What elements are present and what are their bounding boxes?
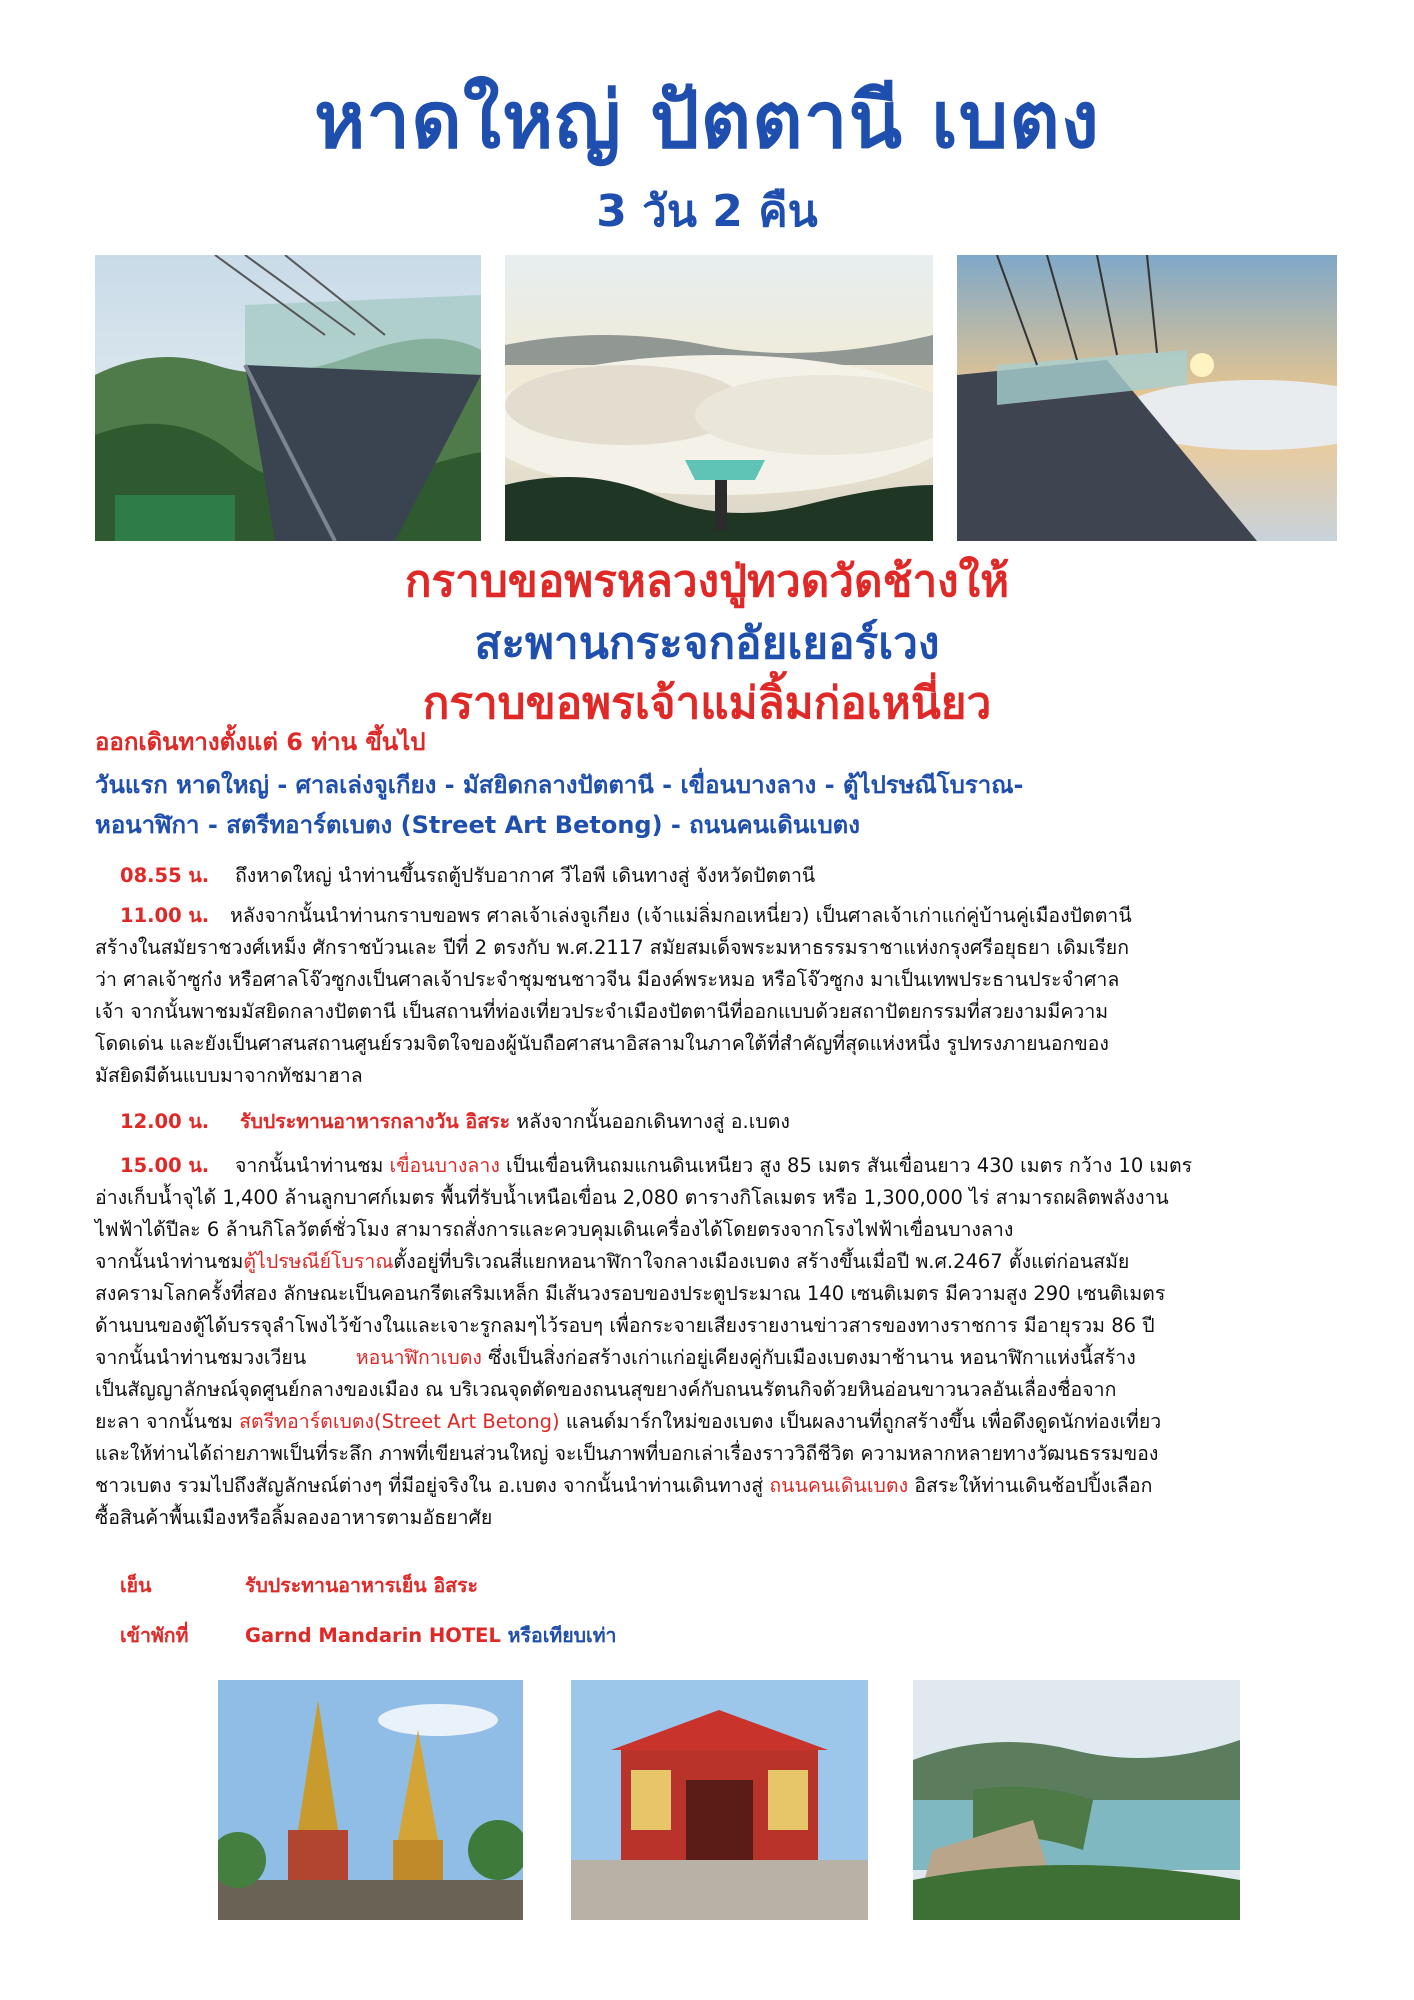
schedule-time: 08.55 น. <box>120 864 210 887</box>
headline-aiyoeweng-skywalk: สะพานกระจกอัยเยอร์เวง <box>474 618 940 669</box>
schedule-time: เย็น <box>120 1574 152 1597</box>
schedule-text: หลังจากนั้นออกเดินทางสู่ อ.เบตง <box>510 1110 790 1133</box>
schedule-text: ตั้งอยู่ที่บริเวณสี่แยกหอนาฬิกาใจกลางเมืองเบตง สร้างขึ้นเมื่อปี พ.ศ.2467 ตั้งแต่ก่อนสมัย <box>393 1250 1130 1273</box>
schedule-text: เป็นสัญญาลักษณ์จุดศูนย์กลางของเมือง ณ บริเวณจุดตัดของถนนสุขยางค์กับถนนรัตนกิจด้วยหินอ่อนขาวนวลอันเลื่องชื่อจาก <box>95 1378 1117 1401</box>
schedule-text: ยะลา จากนั้นชม <box>95 1410 240 1433</box>
schedule-time: 11.00 น. <box>120 904 210 927</box>
schedule-text: ว่า ศาลเจ้าซูก๋ง หรือศาลโจ๊วซูกงเป็นศาลเจ้าประจำชุมชนชาวจีน มีองค์พระหมอ หรือโจ๊วซูกง มาเป็นเทพประธานประจำศาล <box>95 968 1120 991</box>
chinese-shrine-photo <box>571 1680 868 1920</box>
schedule-text: ซึ่งเป็นสิ่งก่อสร้างเก่าแก่อยู่เคียงคู่กับเมืองเบตงมาช้านาน หอนาฬิกาแห่งนี้สร้าง <box>481 1346 1136 1369</box>
schedule-text: จากนั้นนำท่านชม <box>95 1250 244 1273</box>
schedule-text: และให้ท่านได้ถ่ายภาพเป็นที่ระลึก ภาพที่เขียนส่วนใหญ่ จะเป็นภาพที่บอกเล่าเรื่องราววิถีชีวิต ความหลากหลายทางวัฒนธรรมของ <box>95 1442 1159 1465</box>
bang-lang-dam-link: เขื่อนบางลาง <box>389 1154 500 1177</box>
schedule-text: ซื้อสินค้าพื้นเมืองหรือลิ้มลองอาหารตามอัธยาศัย <box>95 1506 493 1529</box>
schedule-text: เป็นเขื่อนหินถมแกนดินเหนียว สูง 85 เมตร สันเขื่อนยาว 430 เมตร กว้าง 10 เมตร <box>499 1154 1193 1177</box>
schedule-text: ด้านบนของตู้ได้บรรจุลำโพงไว้ข้างในและเจาะรูกลมๆไว้รอบๆ เพื่อกระจายเสียงรายงานข่าวสารของทางราชการ มีอายุรวม 86 ปี <box>95 1314 1155 1337</box>
schedule-text: ถึงหาดใหญ่ นำท่านขึ้นรถตู้ปรับอากาศ วีไอพี เดินทางสู่ จังหวัดปัตตานี <box>235 864 816 887</box>
min-pax-note: ออกเดินทางตั้งแต่ 6 ท่าน ขึ้นไป <box>95 728 426 756</box>
schedule-text: จากนั้นนำท่านชม <box>235 1154 390 1177</box>
schedule-text: ชาวเบตง รวมไปถึงสัญลักษณ์ต่างๆ ที่มีอยู่จริงใน อ.เบตง จากนั้นนำท่านเดินทางสู่ <box>95 1474 770 1497</box>
walking-street-link: ถนนคนเดินเบตง <box>769 1474 909 1497</box>
headline-wat-chang-hai: กราบขอพรหลวงปู่ทวดวัดช้างให้ <box>404 556 1010 607</box>
schedule-text: สงครามโลกครั้งที่สอง ลักษณะเป็นคอนกรีตเสริมเหล็ก มีเส้นวงรอบของประตูประมาณ 140 เซนติเมตร มีความสูง 290 เซนติเมตร <box>95 1282 1166 1305</box>
page-title: หาดใหญ่ ปัตตานี เบตง <box>314 76 1100 166</box>
schedule-text: เจ้า จากนั้นพาชมมัสยิดกลางปัตตานี เป็นสถานที่ท่องเที่ยวประจำเมืองปัตตานีที่ออกแบบด้วยสถาปัตยกรรมที่สวยงามมีความ <box>95 1000 1109 1023</box>
day1-route-line: วันแรก หาดใหญ่ - ศาลเล่งจูเกียง - มัสยิดกลางปัตตานี - เขื่อนบางลาง - ตู้ไปรษณีโบราณ- <box>95 771 1024 799</box>
lunch-note: รับประทานอาหารกลางวัน อิสระ <box>240 1110 511 1133</box>
schedule-item <box>120 1570 478 1602</box>
schedule-time: 15.00 น. <box>120 1154 210 1177</box>
schedule-text: จากนั้นนำท่านชมวงเวียน <box>95 1346 356 1369</box>
page-subtitle: 3 วัน 2 คืน <box>596 186 818 237</box>
hotel-equivalent: หรือเทียบเท่า <box>500 1624 617 1647</box>
schedule-text: ไฟฟ้าได้ปีละ 6 ล้านกิโลวัตต์ชั่วโมง สามารถสั่งการและควบคุมเดินเครื่องได้โดยตรงจากโรงไฟฟ้าเขื่อนบางลาง <box>95 1218 1014 1241</box>
schedule-text: โดดเด่น และยังเป็นศาสนสถานศูนย์รวมจิตใจของผู้นับถือศาสนาอิสลามในภาคใต้ที่สำคัญที่สุดแห่งหนึ่ง รูปทรงภายนอกของ <box>95 1032 1109 1055</box>
schedule-item <box>95 1150 1345 1534</box>
skywalk-sunrise-photo <box>957 255 1337 541</box>
schedule-text: อิสระให้ท่านเดินช้อปปิ้งเลือก <box>908 1474 1153 1497</box>
sea-of-mist-photo <box>505 255 933 541</box>
headline-lim-ko-niao-shrine: กราบขอพรเจ้าแม่ลิ้มก่อเหนี่ยว <box>422 678 992 729</box>
schedule-time: 12.00 น. <box>120 1110 210 1133</box>
schedule-text: แลนด์มาร์กใหม่ของเบตง เป็นผลงานที่ถูกสร้างขึ้น เพื่อดึงดูดนักท่องเที่ยว <box>559 1410 1162 1433</box>
day1-route <box>95 765 1325 845</box>
clock-tower-link: หอนาฬิกาเบตง <box>355 1346 482 1369</box>
day1-route-line: หอนาฬิกา - สตรีทอาร์ตเบตง (Street Art Betong) - ถนนคนเดินเบตง <box>95 811 860 839</box>
bang-lang-dam-photo <box>913 1680 1240 1920</box>
schedule-text: สร้างในสมัยราชวงศ์เหม็ง ศักราชบ้วนเละ ปีที่ 2 ตรงกับ พ.ศ.2117 สมัยสมเด็จพระมหาธรรมราชาแห่งกรุงศรีอยุธยา เดิมเรียก <box>95 936 1130 959</box>
schedule-text: หลังจากนั้นนำท่านกราบขอพร ศาลเจ้าเล่งจูเกียง (เจ้าแม่ลิ่มกอเหนี่ยว) เป็นศาลเจ้าเก่าแก่คู่บ้านคู่เมืองปัตตานี <box>230 904 1132 927</box>
schedule-item <box>120 1620 617 1652</box>
dinner-note: รับประทานอาหารเย็น อิสระ <box>245 1574 479 1597</box>
schedule-item <box>120 1106 790 1138</box>
schedule-time: เข้าพักที่ <box>120 1624 189 1647</box>
hotel-name: Garnd Mandarin HOTEL <box>245 1624 501 1647</box>
schedule-item <box>95 900 1345 1092</box>
skywalk-photo <box>95 255 481 541</box>
schedule-text: มัสยิดมีต้นแบบมาจากทัชมาฮาล <box>95 1064 363 1087</box>
street-art-link: สตรีทอาร์ตเบตง(Street Art Betong) <box>239 1410 560 1433</box>
schedule-item <box>120 860 815 892</box>
schedule-text: อ่างเก็บน้ำจุได้ 1,400 ล้านลูกบาศก์เมตร พื้นที่รับน้ำเหนือเขื่อน 2,080 ตารางกิโลเมตร หรือ 1,300,000 ไร่ สามารถผลิตพลังงาน <box>95 1186 1169 1209</box>
temple-photo <box>218 1680 523 1920</box>
old-mailbox-link: ตู้ไปรษณีย์โบราณ <box>243 1250 394 1273</box>
